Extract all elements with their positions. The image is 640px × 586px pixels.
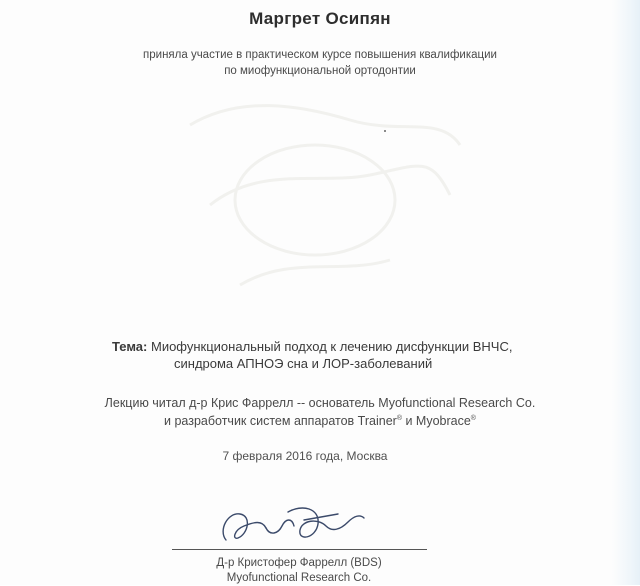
signature-line: [172, 549, 427, 550]
signatory-block: [0, 556, 598, 586]
trademark-mark-2: ®: [470, 415, 476, 422]
page-edge-shade: [612, 0, 640, 585]
participation-line-1: приняла участие в практическом курсе повышения квалификации: [143, 49, 497, 61]
handwritten-signature: [208, 500, 368, 550]
topic-text-1: Миофункциональный подход к лечению дисфункции ВНЧС,: [150, 339, 513, 354]
lecturer-line-1: Лекцию читал д-р Крис Фаррелл -- основатель Myofunctional Research Co.: [104, 396, 536, 410]
participation-statement: [0, 47, 640, 79]
scan-speck: [384, 130, 386, 132]
course-topic: [112, 338, 512, 372]
date-and-place: 7 февраля 2016 года, Москва: [222, 449, 388, 463]
lecturer-statement: [0, 395, 640, 429]
signatory-name: Д-р Кристофер Фаррелл (BDS): [216, 557, 382, 569]
lecturer-line-2-mid: и Myobrace: [401, 414, 471, 429]
signatory-organization: Myofunctional Research Co.: [226, 572, 372, 584]
faded-watermark-emblem: [150, 85, 480, 315]
topic-row-1: [112, 338, 512, 355]
participation-line-2: по миофункциональной ортодонтии: [224, 65, 416, 77]
lecturer-line-2: [0, 411, 640, 429]
topic-label: Тема:: [112, 339, 148, 354]
topic-text-2: синдрома АПНОЭ сна и ЛОР-заболеваний: [174, 356, 433, 371]
trademark-mark-1: ®: [396, 415, 402, 422]
recipient-name: Маргрет Осипян: [249, 9, 391, 28]
lecturer-line-2-prefix: и разработчик систем аппаратов Trainer: [164, 414, 397, 429]
